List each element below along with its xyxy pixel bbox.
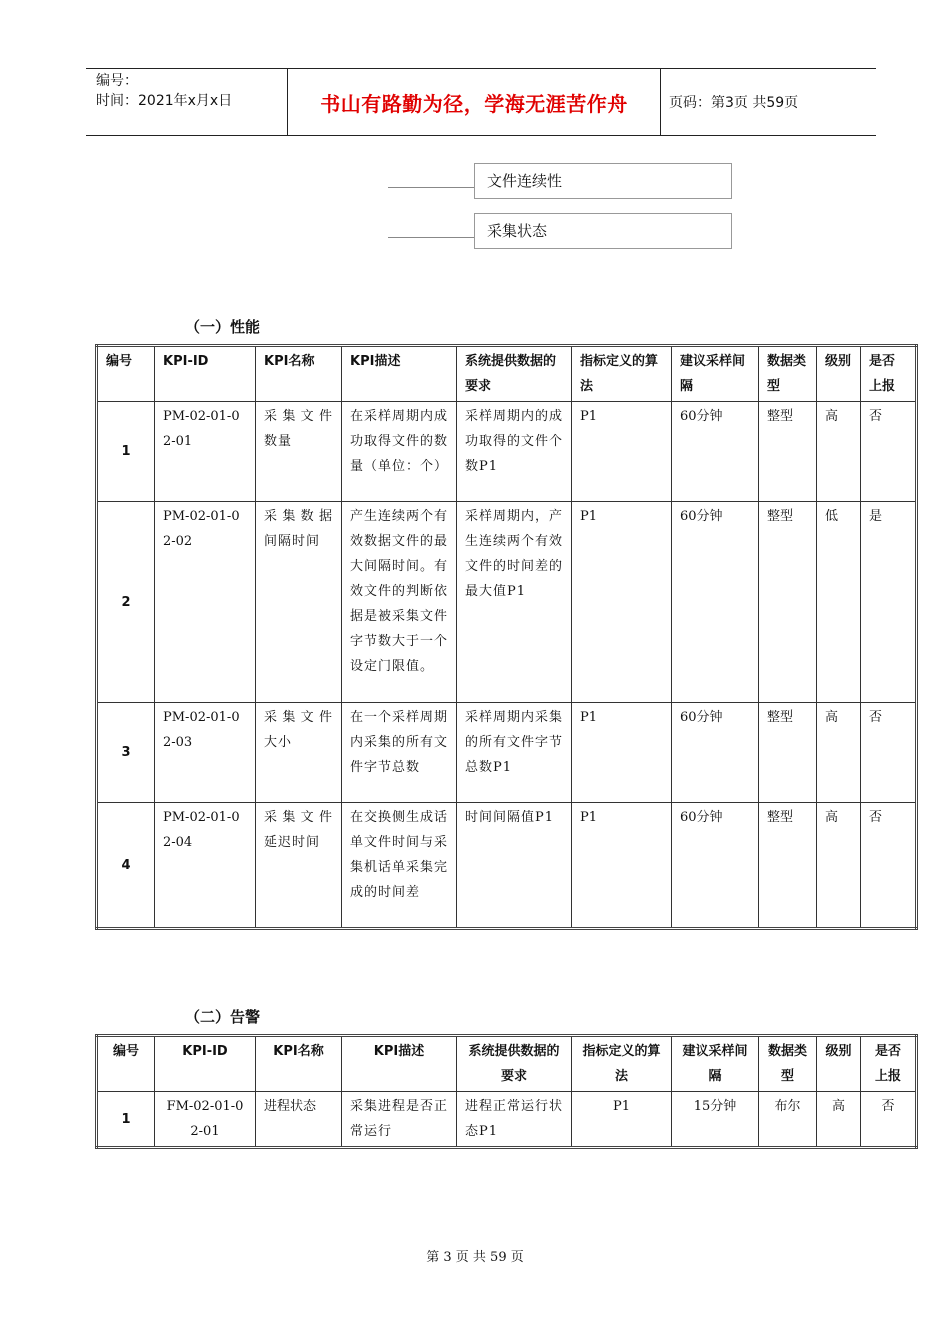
cell-sample-interval: 60分钟 — [672, 803, 759, 929]
cell-number: 1 — [97, 1092, 155, 1148]
cell-kpi-name: 采集文件延迟时间 — [256, 803, 342, 929]
header-page-cell — [661, 69, 876, 135]
cell-kpi-name: 进程状态 — [256, 1092, 342, 1148]
header-cell: KPI-ID — [155, 346, 256, 402]
cell-algorithm: P1 — [572, 703, 672, 803]
number-label: 编号： — [96, 73, 138, 89]
cell-number: 1 — [97, 402, 155, 502]
header-cell: 数据类型 — [759, 1036, 817, 1092]
cell-report: 否 — [861, 1092, 917, 1148]
page-header — [86, 68, 876, 136]
header-cell: KPI名称 — [256, 346, 342, 402]
header-cell: 建议采样间隔 — [672, 1036, 759, 1092]
header-cell: 级别 — [817, 346, 861, 402]
cell-data-type: 整型 — [759, 703, 817, 803]
table-row — [97, 402, 917, 502]
cell-data-type: 布尔 — [759, 1092, 817, 1148]
diagram-connector — [388, 187, 474, 188]
cell-sample-interval: 60分钟 — [672, 402, 759, 502]
cell-algorithm: P1 — [572, 1092, 672, 1148]
cell-kpi-description: 采集进程是否正常运行 — [342, 1092, 457, 1148]
diagram-node: 采集状态 — [474, 213, 732, 249]
header-cell: 级别 — [817, 1036, 861, 1092]
cell-kpi-name: 采集文件数量 — [256, 402, 342, 502]
cell-data-requirement: 采样周期内，产生连续两个有效文件的时间差的最大值P1 — [457, 502, 572, 703]
cell-algorithm: P1 — [572, 402, 672, 502]
header-cell: 是否上报 — [861, 1036, 917, 1092]
cell-kpi-id: PM-02-01-02-04 — [155, 803, 256, 929]
cell-data-requirement: 时间间隔值P1 — [457, 803, 572, 929]
header-cell: KPI描述 — [342, 346, 457, 402]
cell-number: 4 — [97, 803, 155, 929]
cell-level: 高 — [817, 703, 861, 803]
cell-report: 否 — [861, 703, 917, 803]
performance-kpi-table — [95, 344, 918, 930]
cell-sample-interval: 60分钟 — [672, 502, 759, 703]
table-row — [97, 803, 917, 929]
cell-data-type: 整型 — [759, 803, 817, 929]
page-label: 页码：第3页 共59页 — [669, 95, 799, 111]
cell-kpi-id: FM-02-01-02-01 — [155, 1092, 256, 1148]
cell-level: 低 — [817, 502, 861, 703]
cell-report: 是 — [861, 502, 917, 703]
page-footer: 第 3 页 共 59 页 — [426, 1250, 524, 1265]
header-cell: 建议采样间隔 — [672, 346, 759, 402]
header-cell: 系统提供数据的要求 — [457, 1036, 572, 1092]
motto: 书山有路勤为径，学海无涯苦作舟 — [320, 91, 628, 116]
section-title-alarm: （二）告警 — [185, 1008, 261, 1026]
header-cell: KPI名称 — [256, 1036, 342, 1092]
header-meta — [86, 69, 288, 135]
cell-data-requirement: 进程正常运行状态P1 — [457, 1092, 572, 1148]
header-cell: 编号 — [97, 346, 155, 402]
header-cell: KPI描述 — [342, 1036, 457, 1092]
cell-data-requirement: 采样周期内的成功取得的文件个数P1 — [457, 402, 572, 502]
table-header-row — [97, 1036, 917, 1092]
cell-algorithm: P1 — [572, 502, 672, 703]
cell-kpi-description: 在采样周期内成功取得文件的数量（单位：个） — [342, 402, 457, 502]
header-cell: 编号 — [97, 1036, 155, 1092]
cell-kpi-id: PM-02-01-02-01 — [155, 402, 256, 502]
table-row — [97, 1092, 917, 1148]
diagram-connector — [388, 237, 474, 238]
cell-kpi-description: 在一个采样周期内采集的所有文件字节总数 — [342, 703, 457, 803]
table-row — [97, 703, 917, 803]
cell-kpi-description: 产生连续两个有效数据文件的最大间隔时间。有效文件的判断依据是被采集文件字节数大于一个设定门限值。 — [342, 502, 457, 703]
section-title-performance: （一）性能 — [185, 318, 261, 336]
cell-kpi-description: 在交换侧生成话单文件时间与采集机话单采集完成的时间差 — [342, 803, 457, 929]
cell-algorithm: P1 — [572, 803, 672, 929]
cell-kpi-name: 采集数据间隔时间 — [256, 502, 342, 703]
cell-kpi-id: PM-02-01-02-02 — [155, 502, 256, 703]
header-cell: 是否上报 — [861, 346, 917, 402]
cell-kpi-id: PM-02-01-02-03 — [155, 703, 256, 803]
cell-data-type: 整型 — [759, 402, 817, 502]
cell-report: 否 — [861, 402, 917, 502]
header-motto-cell — [288, 69, 661, 135]
diagram-node: 文件连续性 — [474, 163, 732, 199]
cell-level: 高 — [817, 1092, 861, 1148]
header-cell: 指标定义的算法 — [572, 346, 672, 402]
time-label: 时间：2021年x月x日 — [96, 93, 233, 109]
cell-sample-interval: 60分钟 — [672, 703, 759, 803]
cell-level: 高 — [817, 402, 861, 502]
cell-number: 3 — [97, 703, 155, 803]
header-cell: 数据类型 — [759, 346, 817, 402]
header-cell: 系统提供数据的要求 — [457, 346, 572, 402]
table-header-row — [97, 346, 917, 402]
cell-level: 高 — [817, 803, 861, 929]
cell-data-requirement: 采样周期内采集的所有文件字节总数P1 — [457, 703, 572, 803]
header-cell: 指标定义的算法 — [572, 1036, 672, 1092]
header-cell: KPI-ID — [155, 1036, 256, 1092]
cell-sample-interval: 15分钟 — [672, 1092, 759, 1148]
cell-data-type: 整型 — [759, 502, 817, 703]
table-row — [97, 502, 917, 703]
cell-kpi-name: 采集文件大小 — [256, 703, 342, 803]
alarm-kpi-table — [95, 1034, 918, 1149]
cell-report: 否 — [861, 803, 917, 929]
cell-number: 2 — [97, 502, 155, 703]
